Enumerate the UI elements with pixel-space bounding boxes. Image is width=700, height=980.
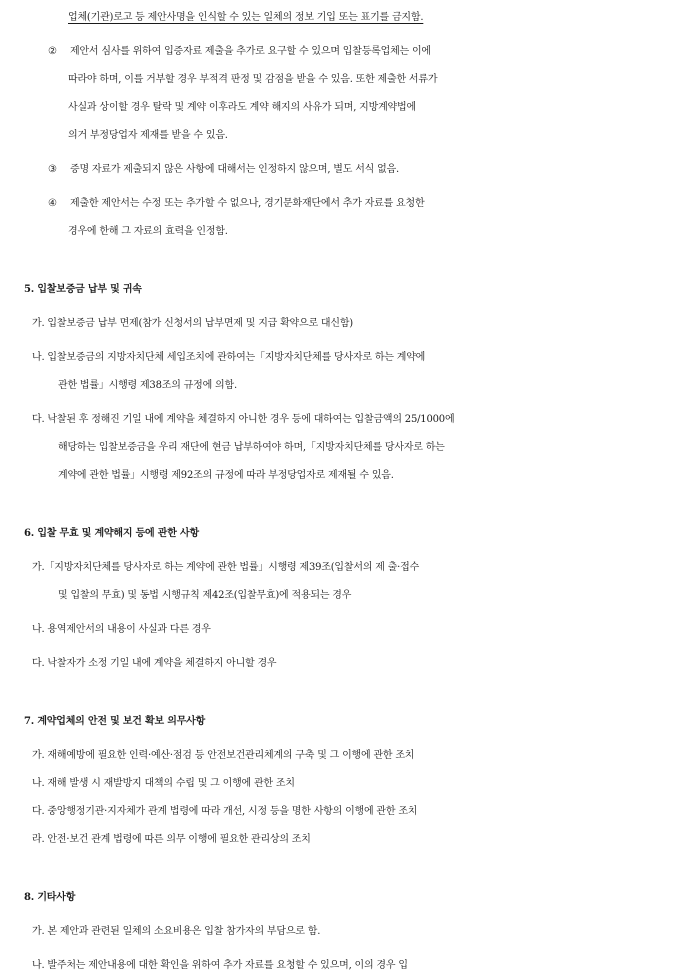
s8-item-a: 가. 본 제안과 관련된 일체의 소요비용은 입찰 참가자의 부담으로 함. xyxy=(32,926,321,937)
item-text: 나. 입찰보증금의 지방자치단체 세입조치에 관하여는「지방자치단체를 당사자로 하는 계약에 xyxy=(32,352,426,363)
item-text: 다. 낙찰된 후 정해진 기일 내에 계약을 체결하지 아니한 경우 등에 대하여는 입찰금액의 25/1000에 xyxy=(32,414,455,425)
s6-item-c: 다. 낙찰자가 소정 기일 내에 계약을 체결하지 아니할 경우 xyxy=(32,658,277,669)
item-text: 제안서 심사를 위하여 입증자료 제출을 추가로 요구할 수 있으며 입찰등록업체는 이에 xyxy=(70,46,431,57)
s8-item-b: 나. 발주처는 제안내용에 대한 확인을 위하여 추가 자료를 요청할 수 있으며, 이의 경우 입 xyxy=(32,960,408,971)
item-number: ④ xyxy=(48,198,57,209)
document-page xyxy=(0,4,700,980)
s7-item-d: 라. 안전·보건 관계 법령에 따른 의무 이행에 필요한 관리상의 조치 xyxy=(32,834,311,845)
item-text: 제출한 제안서는 수정 또는 추가할 수 없으나, 경기문화재단에서 추가 자료를 요청한 xyxy=(70,198,425,209)
item-text: 해당하는 입찰보증금을 우리 재단에 현금 납부하여야 하며,「지방자치단체를 당사자로 하는 xyxy=(58,442,445,453)
item-text: 증명 자료가 제출되지 않은 사항에 대해서는 인정하지 않으며, 별도 서식 없음. xyxy=(70,164,400,175)
item-text: 계약에 관한 법률」시행령 제92조의 규정에 따라 부정당업자로 제재될 수 있음. xyxy=(58,470,394,481)
s6-item-a xyxy=(0,554,700,610)
s4-item-4 xyxy=(0,190,700,246)
section-8-heading: 8. 기타사항 xyxy=(24,892,76,903)
section-5-heading: 5. 입찰보증금 납부 및 귀속 xyxy=(24,284,142,295)
s5-item-c xyxy=(0,406,700,490)
item-text: 경우에 한해 그 자료의 효력을 인정함. xyxy=(68,226,228,237)
s5-item-a: 가. 입찰보증금 납부 면제(참가 신청서의 납부면제 및 지급 확약으로 대신함) xyxy=(32,318,353,329)
item-text: 따라야 하며, 이를 거부할 경우 부적격 판정 및 감점을 받을 수 있음. 또한 제출한 서류가 xyxy=(68,74,438,85)
s7-item-c: 다. 중앙행정기관·지자체가 관계 법령에 따라 개선, 시정 등을 명한 사항의 이행에 관한 조치 xyxy=(32,806,418,817)
item-text: 관한 법률」시행령 제38조의 규정에 의함. xyxy=(58,380,237,391)
item-text: 의거 부정당업자 제재를 받을 수 있음. xyxy=(68,130,228,141)
s5-item-b xyxy=(0,344,700,400)
s4-item-2 xyxy=(0,38,700,150)
item-number: ② xyxy=(48,46,57,57)
item-text: 및 입찰의 무효) 및 동법 시행규칙 제42조(입찰무효)에 적용되는 경우 xyxy=(58,590,352,601)
item-text: 사실과 상이할 경우 탈락 및 계약 이후라도 계약 해지의 사유가 되며, 지방계약법에 xyxy=(68,102,416,113)
section-7-heading: 7. 계약업체의 안전 및 보건 확보 의무사항 xyxy=(24,716,206,727)
s4-continuation-line: 업체(기관)로고 등 제안사명을 인식할 수 있는 일체의 정보 기입 또는 표기를 금지함. xyxy=(68,12,424,23)
s7-item-b: 나. 재해 발생 시 재발방지 대책의 수립 및 그 이행에 관한 조치 xyxy=(32,778,295,789)
section-6-heading: 6. 입찰 무효 및 계약해지 등에 관한 사항 xyxy=(24,528,199,539)
item-number: ③ xyxy=(48,164,57,175)
s4-item-3 xyxy=(0,156,700,184)
item-text: 가.「지방자치단체를 당사자로 하는 계약에 관한 법률」시행령 제39조(입찰서의 제 출·접수 xyxy=(32,562,420,573)
s7-item-a: 가. 재해예방에 필요한 인력·예산·점검 등 안전보건관리체계의 구축 및 그 이행에 관한 조치 xyxy=(32,750,415,761)
s6-item-b: 나. 용역제안서의 내용이 사실과 다른 경우 xyxy=(32,624,211,635)
